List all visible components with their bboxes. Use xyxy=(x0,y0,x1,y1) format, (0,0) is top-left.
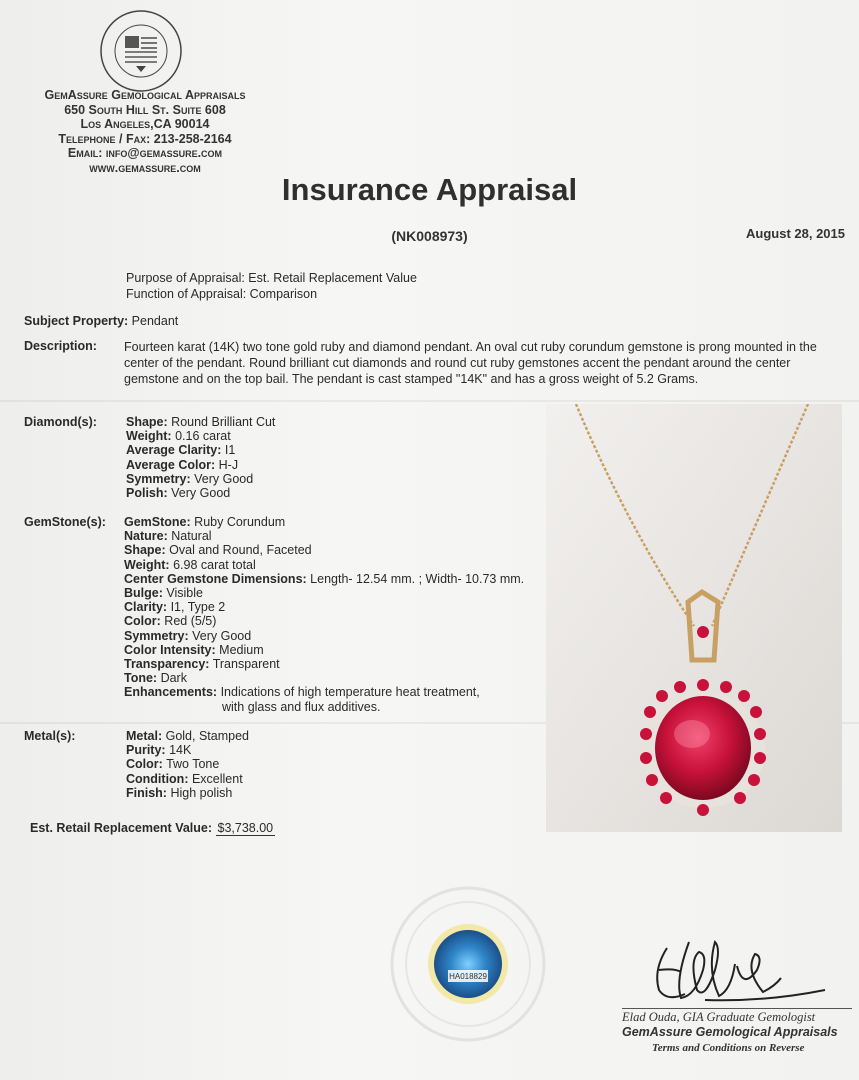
metal-row: Condition: Excellent xyxy=(126,771,243,786)
diamond-row: Symmetry: Very Good xyxy=(126,471,254,486)
reference-number: (NK008973) xyxy=(391,228,468,244)
diamond-row: Average Clarity: I1 xyxy=(126,443,236,458)
metal-row: Color: Two Tone xyxy=(126,757,220,772)
gemstone-row: GemStone: Ruby Corundum xyxy=(124,515,286,529)
signature-line xyxy=(622,1008,852,1009)
letterhead xyxy=(0,88,290,175)
website-line: www.gemassure.com xyxy=(89,160,201,175)
diamond-row: Weight: 0.16 carat xyxy=(126,429,231,444)
subject-property xyxy=(24,314,178,328)
embossed-seal-icon xyxy=(388,884,548,1044)
signature-graphic xyxy=(645,930,835,1010)
address-line-1: 650 South Hill St. Suite 608 xyxy=(64,102,226,117)
gemstone-row: Tone: Dark xyxy=(124,671,187,686)
gemstones-label: GemStone(s): xyxy=(24,515,106,529)
hologram-seal xyxy=(388,884,548,1044)
diamonds-list xyxy=(126,415,275,500)
signature-company: GemAssure Gemological Appraisals xyxy=(622,1025,838,1039)
gemstones-list xyxy=(124,515,524,714)
company-seal-logo xyxy=(96,8,186,94)
gemstone-row: Weight: 6.98 carat total xyxy=(124,557,256,572)
pendant-image xyxy=(546,404,842,832)
metal-row: Metal: Gold, Stamped xyxy=(126,729,249,743)
gemstone-row: Symmetry: Very Good xyxy=(124,628,252,643)
company-name: GemAssure Gemological Appraisals xyxy=(44,88,246,102)
gemstone-row: Nature: Natural xyxy=(124,529,212,544)
diamond-row: Polish: Very Good xyxy=(126,486,231,501)
terms-note: Terms and Conditions on Reverse xyxy=(652,1042,805,1054)
diamond-row: Shape: Round Brilliant Cut xyxy=(126,415,276,429)
diamond-row: Average Color: H-J xyxy=(126,457,239,472)
gemstone-row: Bulge: Visible xyxy=(124,586,203,601)
gemstone-row: Transparency: Transparent xyxy=(124,657,280,672)
description-label: Description: xyxy=(24,339,97,353)
subject-label: Subject Property: xyxy=(24,314,129,328)
function-line: Function of Appraisal: Comparison xyxy=(126,287,318,301)
metal-row: Finish: High polish xyxy=(126,785,233,800)
retail-value-amount: $3,738.00 xyxy=(217,821,274,835)
gemstone-row: Shape: Oval and Round, Faceted xyxy=(124,543,312,558)
fold-line xyxy=(0,400,859,402)
retail-value xyxy=(30,821,275,835)
gemstone-row: Center Gemstone Dimensions: Length- 12.54 mm. ; Width- 10.73 mm. xyxy=(124,571,525,586)
metals-list xyxy=(126,729,249,800)
purpose-line: Purpose of Appraisal: Est. Retail Replacement Value xyxy=(126,271,417,285)
retail-value-label: Est. Retail Replacement Value: xyxy=(30,821,213,835)
metal-row: Purity: 14K xyxy=(126,743,192,758)
metals-label: Metal(s): xyxy=(24,729,76,743)
appraisal-date: August 28, 2015 xyxy=(746,226,845,241)
gemstone-row: Clarity: I1, Type 2 xyxy=(124,600,226,615)
pendant-photo xyxy=(546,404,842,832)
email-line: Email: info@gemassure.com xyxy=(67,146,223,160)
subject-value: Pendant xyxy=(131,314,179,328)
appraiser-name: Elad Ouda, GIA Graduate Gemologist xyxy=(622,1010,816,1024)
gemstone-row: with glass and flux additives. xyxy=(222,699,381,714)
phone-line: Telephone / Fax: 213-258-2164 xyxy=(58,131,232,146)
document-title: Insurance Appraisal xyxy=(281,172,578,207)
diamonds-label: Diamond(s): xyxy=(24,415,97,429)
gemstone-row: Enhancements: Indications of high temperature heat treatment, xyxy=(124,685,480,700)
hologram-id: HA018829 xyxy=(449,972,487,981)
gemstone-row: Color: Red (5/5) xyxy=(124,614,217,629)
description-text: Fourteen karat (14K) two tone gold ruby and diamond pendant. An oval cut ruby corundum gemstone is prong mounted in the center of the pendant. Round brilliant cut diamonds and round cut ruby gemstones accent the pendant around the center gemstone and on the top bail. The pendant is cast stamped "14K" and has a gross weight of 5.2 Grams. xyxy=(124,340,817,386)
gemstone-row: Color Intensity: Medium xyxy=(124,642,264,657)
address-line-2: Los Angeles,CA 90014 xyxy=(80,117,210,131)
